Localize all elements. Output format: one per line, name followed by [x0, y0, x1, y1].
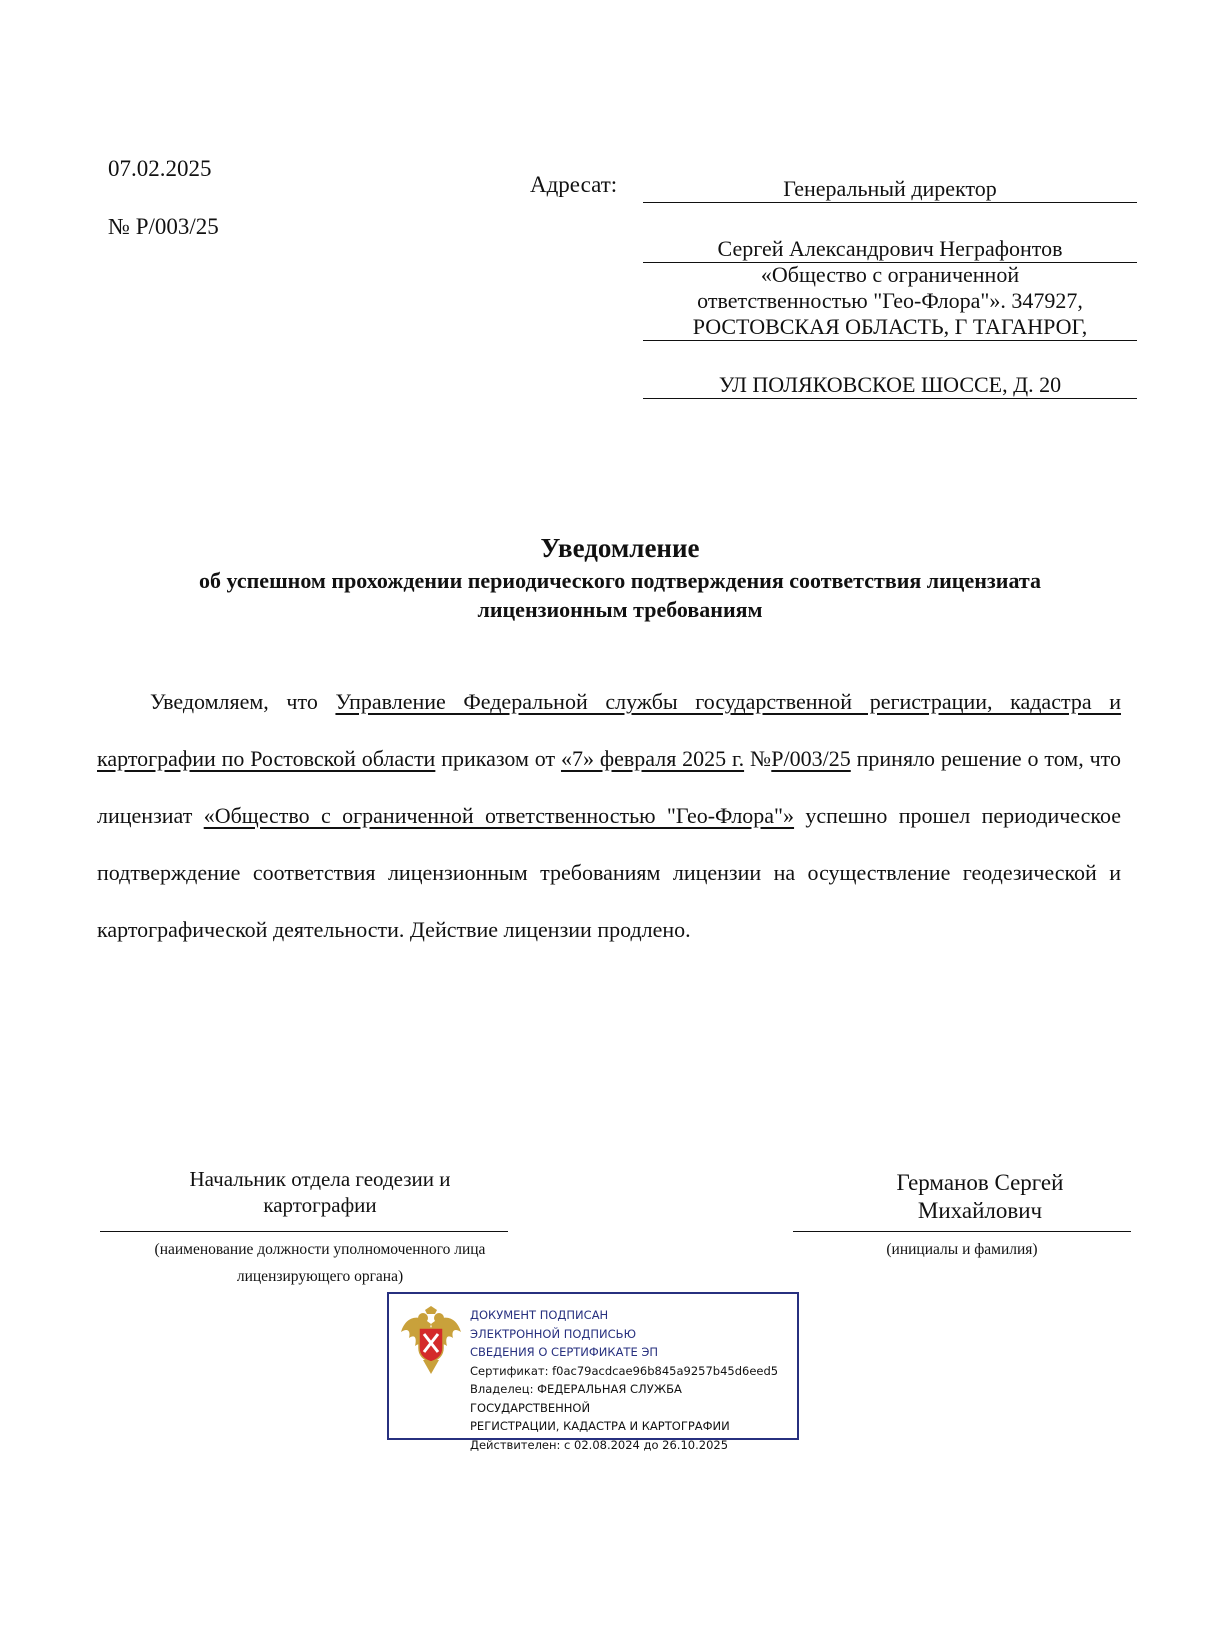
body-text: №: [744, 746, 772, 771]
notice-title: Уведомление: [540, 533, 700, 563]
signatory-position: Начальник отдела геодезии и картографии: [189, 1167, 451, 1217]
stamp-heading-1: ДОКУМЕНТ ПОДПИСАН: [470, 1308, 609, 1322]
notice-body: [97, 673, 1121, 958]
stamp-owner-1: Владелец: ФЕДЕРАЛЬНАЯ СЛУЖБА ГОСУДАРСТВЕННОЙ: [470, 1382, 682, 1415]
stamp-owner-2: РЕГИСТРАЦИИ, КАДАСТРА И КАРТОГРАФИИ: [470, 1419, 730, 1433]
body-paragraph: [97, 673, 1121, 958]
addressee-address-line2: УЛ ПОЛЯКОВСКОЕ ШОССЕ, Д. 20: [643, 372, 1137, 399]
addressee-position: Генеральный директор: [643, 176, 1137, 203]
coat-of-arms-icon: [397, 1304, 465, 1376]
position-caption: (наименование должности уполномоченного лица лицензирующего органа): [154, 1241, 486, 1285]
stamp-heading-3: СВЕДЕНИЯ О СЕРТИФИКАТЕ ЭП: [470, 1345, 659, 1359]
addressee-address-line1: РОСТОВСКАЯ ОБЛАСТЬ, Г ТАГАНРОГ,: [643, 314, 1137, 341]
signatory-name: Германов Сергей Михайлович: [896, 1170, 1064, 1223]
document-number: № Р/003/25: [108, 214, 219, 239]
electronic-signature-stamp: [387, 1292, 799, 1452]
document-date: 07.02.2025: [108, 156, 212, 181]
addressee-name: Сергей Александрович Неграфонтов: [643, 236, 1137, 263]
body-text: Уведомляем, что: [150, 689, 336, 714]
body-text: приняло решение о том, что лицензиат: [97, 746, 1121, 828]
order-number: Р/003/25: [771, 746, 851, 771]
signature-line-position: [100, 1231, 508, 1232]
licensee-name: «Общество с ограниченной ответственностью "Гео-Флора"»: [203, 803, 795, 828]
addressee-org-line1: «Общество с ограниченной: [760, 262, 1020, 287]
stamp-heading-2: ЭЛЕКТРОННОЙ ПОДПИСЬЮ: [470, 1326, 636, 1341]
body-text: успешно прошел периодическое подтверждение соответствия лицензионным требованиям лицензии на осуществление геодезической и картографической деятельности. Действие лицензии продлено.: [97, 803, 1121, 942]
body-text: приказом от: [435, 746, 561, 771]
stamp-validity: Действителен: с 02.08.2024 до 26.10.2025: [470, 1437, 729, 1452]
notice-subtitle: об успешном прохождении периодического подтверждения соответствия лицензиата лицензионным требованиям: [199, 568, 1041, 622]
order-date: «7» февраля 2025 г.: [560, 746, 745, 771]
stamp-text: [470, 1306, 797, 1454]
name-caption: (инициалы и фамилия): [886, 1241, 1038, 1258]
signature-line-name: [793, 1231, 1131, 1232]
stamp-certificate: Сертификат: f0ac79acdcae96b845a9257b45d6eed5: [470, 1363, 779, 1378]
addressee-org-line2: ответственностью "Гео-Флора"». 347927,: [697, 288, 1083, 313]
authority-name: Управление Федеральной службы государственной регистрации, кадастра и картографии по Ростовской области: [97, 689, 1121, 771]
addressee-label: Адресат:: [530, 172, 618, 197]
